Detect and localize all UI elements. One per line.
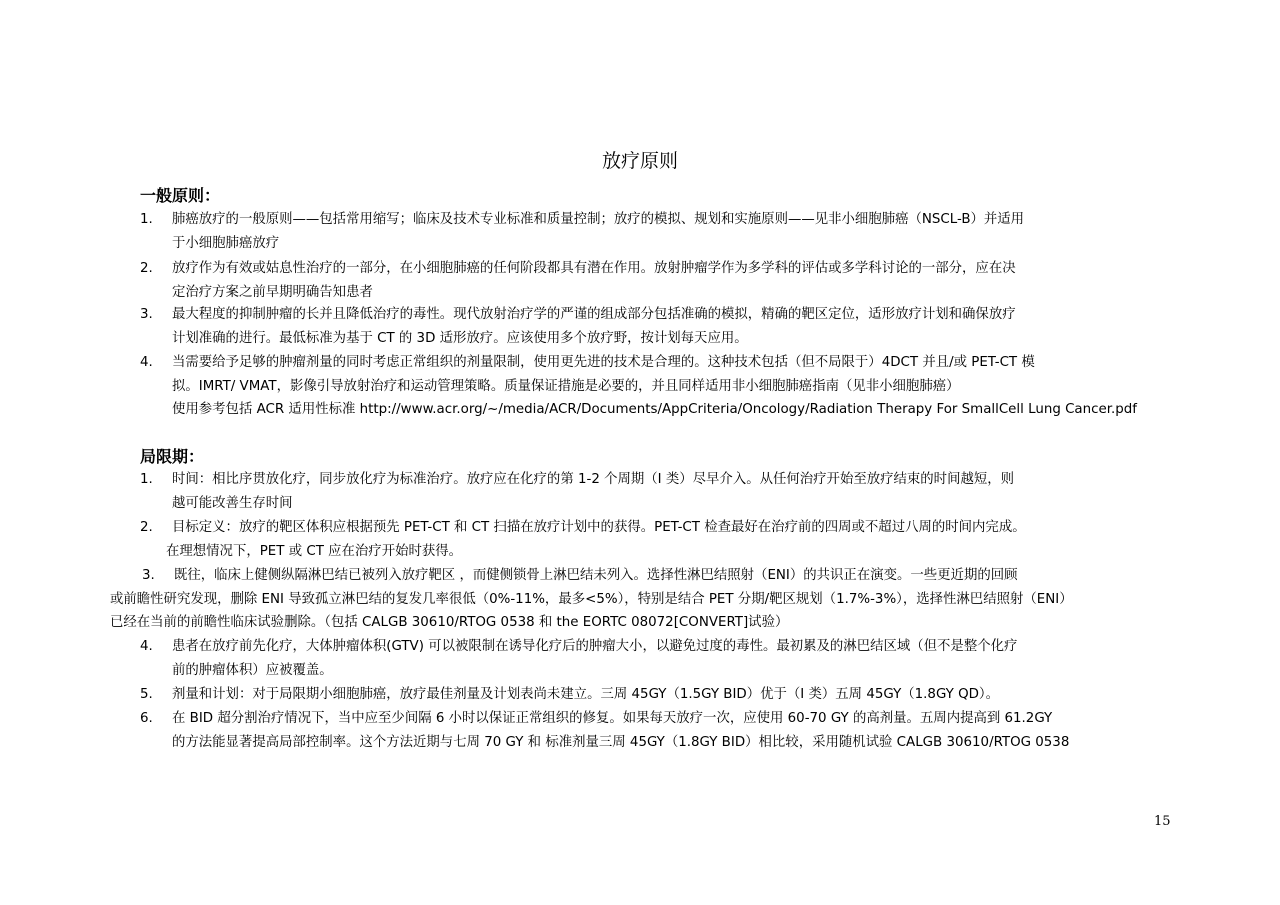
limited-item-3	[110, 564, 1180, 635]
page-title: 放疗原则	[601, 150, 678, 172]
item-line: 放疗作为有效或姑息性治疗的一部分，在小细胞肺癌的任何阶段都具有潜在作用。放射肿瘤学作为多学科的评估或多学科讨论的一部分，应在决	[172, 261, 1016, 276]
item-line: 前的肿瘤体积）应被覆盖。	[172, 662, 333, 678]
item-line: 当需要给予足够的肿瘤剂量的同时考虑正常组织的剂量限制，使用更先进的技术是合理的。这种技术包括（但不局限于）4DCT 并且/或 PET-CT 模	[172, 355, 1035, 370]
item-number: 6.	[140, 711, 153, 726]
general-item-1	[140, 208, 1180, 255]
item-line: 拟。IMRT/ VMAT，影像引导放射治疗和运动管理策略。质量保证措施是必要的，并且同样适用非小细胞肺癌指南（见非小细胞肺癌）	[172, 378, 960, 394]
item-number: 5.	[140, 687, 153, 702]
general-item-4	[140, 351, 1180, 422]
item-line: 定治疗方案之前早期明确告知患者	[172, 284, 373, 300]
reference-link[interactable]: 使用参考包括 ACR 适用性标准 http://www.acr.org/~/media/ACR/Documents/AppCriteria/Oncology/Radiation Therapy For SmallCell Lung Cancer.pdf	[172, 402, 1137, 417]
item-line: 患者在放疗前先化疗，大体肿瘤体积(GTV) 可以被限制在诱导化疗后的肿瘤大小，以避免过度的毒性。最初累及的淋巴结区域（但不是整个化疗	[172, 639, 1018, 654]
item-line: 于小细胞肺癌放疗	[172, 235, 280, 251]
item-line: 剂量和计划：对于局限期小细胞肺癌，放疗最佳剂量及计划表尚未建立。三周 45GY（1.5GY BID）优于（I 类）五周 45GY（1.8GY QD）。	[172, 687, 1000, 702]
item-line: 或前瞻性研究发现，删除 ENI 导致孤立淋巴结的复发几率很低（0%-11%，最多<5%），特别是结合 PET 分期/靶区规划（1.7%-3%），选择性淋巴结照射（ENI）	[110, 591, 1073, 607]
limited-item-4	[140, 635, 1180, 682]
limited-item-5	[140, 683, 1180, 707]
item-line: 既往，临床上健侧纵隔淋巴结已被列入放疗靶区 ，而健侧锁骨上淋巴结未列入。选择性淋巴结照射（ENI）的共识正在演变。一些更近期的回顾	[174, 568, 1018, 583]
item-line: 越可能改善生存时间	[172, 495, 293, 511]
item-line: 的方法能显著提高局部控制率。这个方法近期与七周 70 GY 和 标准剂量三周 45GY（1.8GY BID）相比较，采用随机试验 CALGB 30610/RTOG 0538	[172, 734, 1070, 750]
item-line: 最大程度的抑制肿瘤的长并且降低治疗的毒性。现代放射治疗学的严谨的组成部分包括准确的模拟，精确的靶区定位，适形放疗计划和确保放疗	[172, 307, 1016, 322]
limited-item-1	[140, 468, 1180, 515]
item-line: 已经在当前的前瞻性临床试验删除。（包括 CALGB 30610/RTOG 0538 和 the EORTC 08072[CONVERT]试验）	[110, 615, 789, 630]
limited-item-2	[140, 516, 1180, 563]
item-number: 3.	[142, 568, 155, 583]
item-number: 1.	[140, 472, 153, 487]
item-number: 2.	[140, 261, 153, 276]
page-number: 15	[1154, 814, 1171, 829]
section-heading-general: 一般原则：	[140, 186, 221, 205]
item-number: 4.	[140, 355, 153, 370]
item-number: 3.	[140, 307, 153, 322]
item-number: 1.	[140, 212, 153, 227]
section-heading-limited: 局限期：	[140, 447, 205, 466]
limited-item-6	[140, 707, 1180, 754]
item-line: 时间：相比序贯放化疗，同步放化疗为标准治疗。放疗应在化疗的第 1-2 个周期（I 类）尽早介入。从任何治疗开始至放疗结束的时间越短，则	[172, 472, 1015, 487]
item-number: 4.	[140, 639, 153, 654]
item-line: 在 BID 超分割治疗情况下，当中应至少间隔 6 小时以保证正常组织的修复。如果每天放疗一次，应使用 60-70 GY 的高剂量。五周内提高到 61.2GY	[172, 711, 1053, 726]
item-number: 2.	[140, 520, 153, 535]
item-line: 计划准确的进行。最低标准为基于 CT 的 3D 适形放疗。应该使用多个放疗野，按计划每天应用。	[172, 330, 748, 346]
item-line: 肺癌放疗的一般原则——包括常用缩写；临床及技术专业标准和质量控制；放疗的模拟、规划和实施原则——见非小细胞肺癌（NSCL-B）并适用	[172, 212, 1025, 227]
general-item-2	[140, 257, 1180, 304]
item-line: 在理想情况下，PET 或 CT 应在治疗开始时获得。	[166, 543, 463, 559]
item-line: 目标定义：放疗的靶区体积应根据预先 PET-CT 和 CT 扫描在放疗计划中的获得。PET-CT 检查最好在治疗前的四周或不超过八周的时间内完成。	[172, 520, 1026, 535]
general-item-3	[140, 303, 1180, 350]
